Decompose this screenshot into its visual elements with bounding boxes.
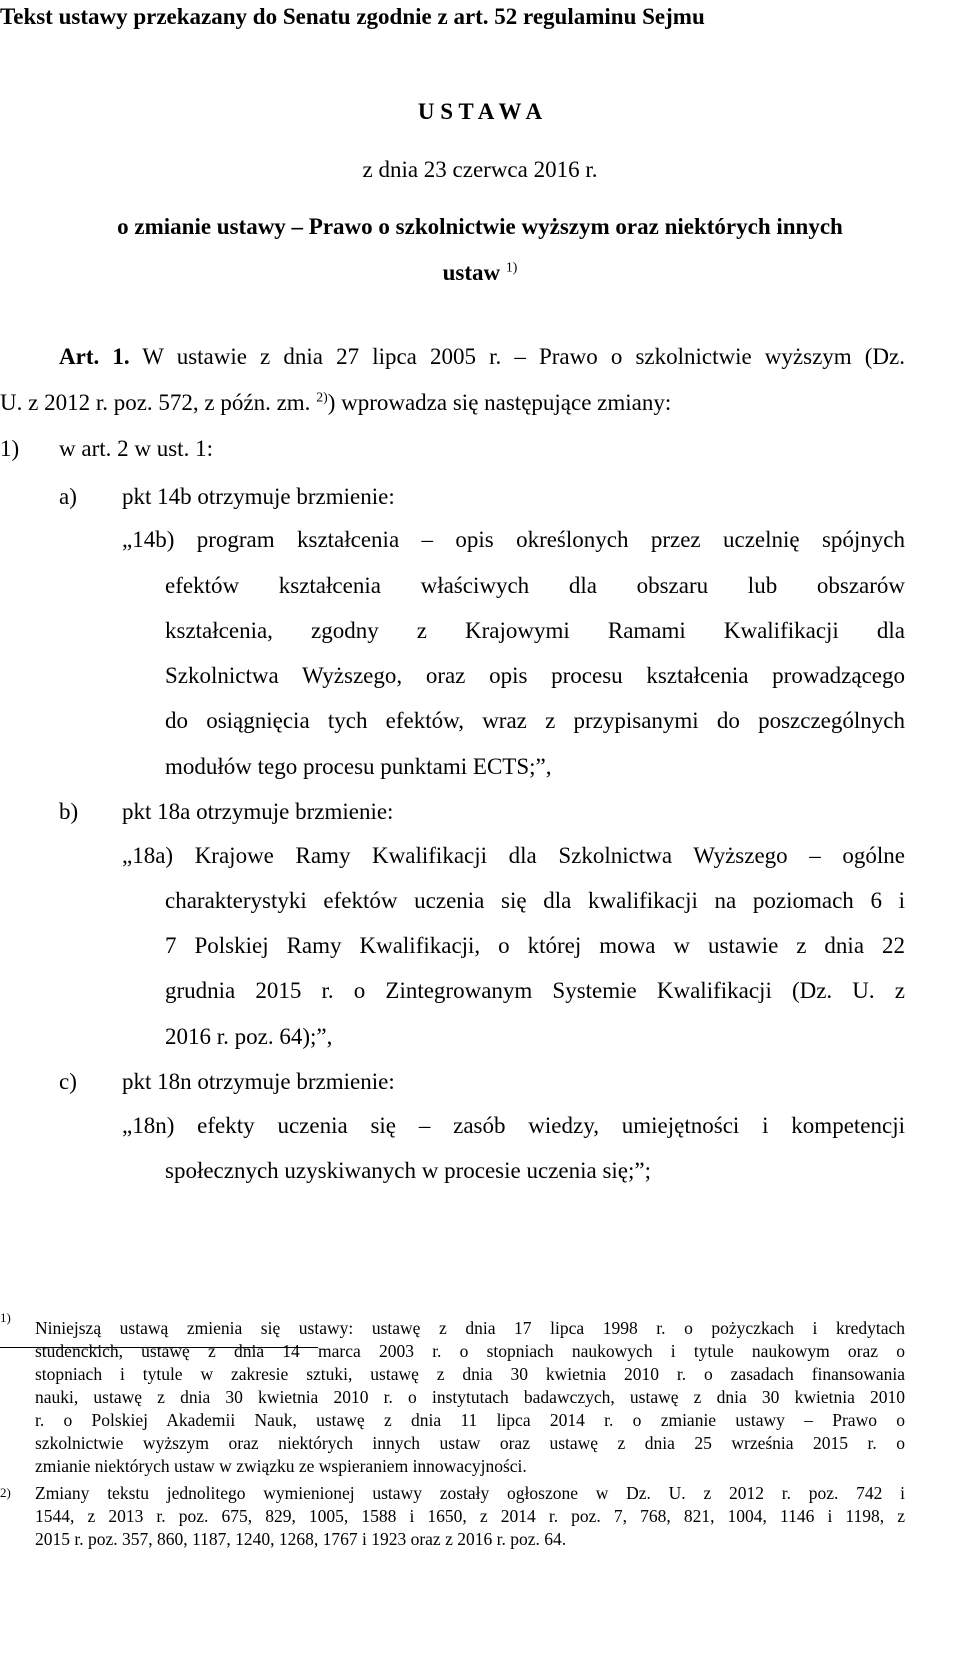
article-1-citation: U. z 2012 r. poz. 572, z późn. zm. [0,390,311,415]
act-label: U S T A W A [417,99,543,124]
footnote-1-number: 1) [0,1310,11,1325]
item-a-line1: „14b) program kształcenia – opis określonych przez uczelnię spójnych [122,527,905,552]
item-b-line3: 7 Polskiej Ramy Kwalifikacji, o której mowa w ustawie z dnia 22 [165,933,905,958]
item-b-line4: grudnia 2015 r. o Zintegrowanym Systemie Kwalifikacji (Dz. U. z [165,978,905,1003]
article-1-text: W ustawie z dnia 27 lipca 2005 r. – Prawo o szkolnictwie wyższym (Dz. [142,344,905,369]
footnote-1-line5: r. o Polskiej Akademii Nauk, ustawę z dnia 11 lipca 2014 r. o zmianie ustawy – Prawo o [35,1410,905,1430]
item-a-line6: modułów tego procesu punktami ECTS;”, [165,754,552,779]
article-1-intro-end: ) wprowadza się następujące zmiany: [327,390,672,415]
act-date: z dnia 23 czerwca 2016 r. [362,157,598,182]
article-1-label: Art. 1. [59,344,130,369]
item-b-line5: 2016 r. poz. 64);”, [165,1024,333,1049]
point-1-number: 1) [0,436,20,461]
article-1-line1 [59,344,905,370]
footnote-1-line1: Niniejszą ustawą zmienia się ustawy: ustawę z dnia 17 lipca 1998 r. o pożyczkach i kredytach [35,1318,905,1338]
item-b-intro: pkt 18a otrzymuje brzmienie: [122,799,394,824]
act-subject-line2 [0,260,960,286]
point-1-text: w art. 2 w ust. 1: [59,436,213,461]
act-subject-line1: o zmianie ustawy – Prawo o szkolnictwie wyższym oraz niektórych innych [117,214,843,239]
act-subject-word: ustaw [442,260,501,285]
footnote-ref-1[interactable]: 1) [505,259,518,275]
item-c-line1: „18n) efekty uczenia się – zasób wiedzy, umiejętności i kompetencji [122,1113,905,1138]
item-b-line2: charakterystyki efektów uczenia się dla kwalifikacji na poziomach 6 i [165,888,905,913]
footnote-1-line2: studenckich, ustawę z dnia 14 marca 2003 r. o stopniach naukowych i tytule naukowym oraz o [35,1341,905,1361]
footnote-2-line2: 1544, z 2013 r. poz. 675, 829, 1005, 1588 i 1650, z 2014 r. poz. 7, 768, 821, 1004, 1146 i 1198, z [35,1506,905,1526]
item-b-line1: „18a) Krajowe Ramy Kwalifikacji dla Szkolnictwa Wyższego – ogólne [122,843,905,868]
item-a-number: a) [59,484,77,509]
item-b-number: b) [59,799,79,824]
item-a-line2: efektów kształcenia właściwych dla obszaru lub obszarów [165,573,905,598]
item-a-line5: do osiągnięcia tych efektów, wraz z przypisanymi do poszczególnych [165,708,905,733]
footnote-ref-2[interactable]: 2) [316,389,328,405]
footnote-1-line6: szkolnictwie wyższym oraz niektórych innych ustaw oraz ustawę z dnia 25 września 2015 r. o [35,1433,905,1453]
footnote-1-line3: stopniach i tytule w zakresie sztuki, ustawę z dnia 30 kwietnia 2010 r. o zasadach finansowania [35,1364,905,1384]
item-a-intro: pkt 14b otrzymuje brzmienie: [122,484,395,509]
footnote-2-line1: Zmiany tekstu jednolitego wymienionej ustawy zostały ogłoszone w Dz. U. z 2012 r. poz. 742 i [35,1483,905,1503]
item-a-line4: Szkolnictwa Wyższego, oraz opis procesu kształcenia prowadzącego [165,663,905,688]
item-c-line2: społecznych uzyskiwanych w procesie uczenia się;”; [165,1158,651,1183]
item-c-number: c) [59,1069,77,1094]
footnote-2-number: 2) [0,1485,11,1500]
footnote-1-line7: zmianie niektórych ustaw w związku ze wspieraniem innowacyjności. [35,1456,527,1476]
item-a-line3: kształcenia, zgodny z Krajowymi Ramami Kwalifikacji dla [165,618,905,643]
footnote-1-line4: nauki, ustawę z dnia 30 kwietnia 2010 r. o instytutach badawczych, ustawę z dnia 30 kwietnia 2010 [35,1387,905,1407]
header-note: Tekst ustawy przekazany do Senatu zgodnie z art. 52 regulaminu Sejmu [0,4,705,29]
item-c-intro: pkt 18n otrzymuje brzmienie: [122,1069,395,1094]
article-1-line2 [0,390,671,416]
footnote-2-line3: 2015 r. poz. 357, 860, 1187, 1240, 1268, 1767 i 1923 oraz z 2016 r. poz. 64. [35,1529,567,1549]
